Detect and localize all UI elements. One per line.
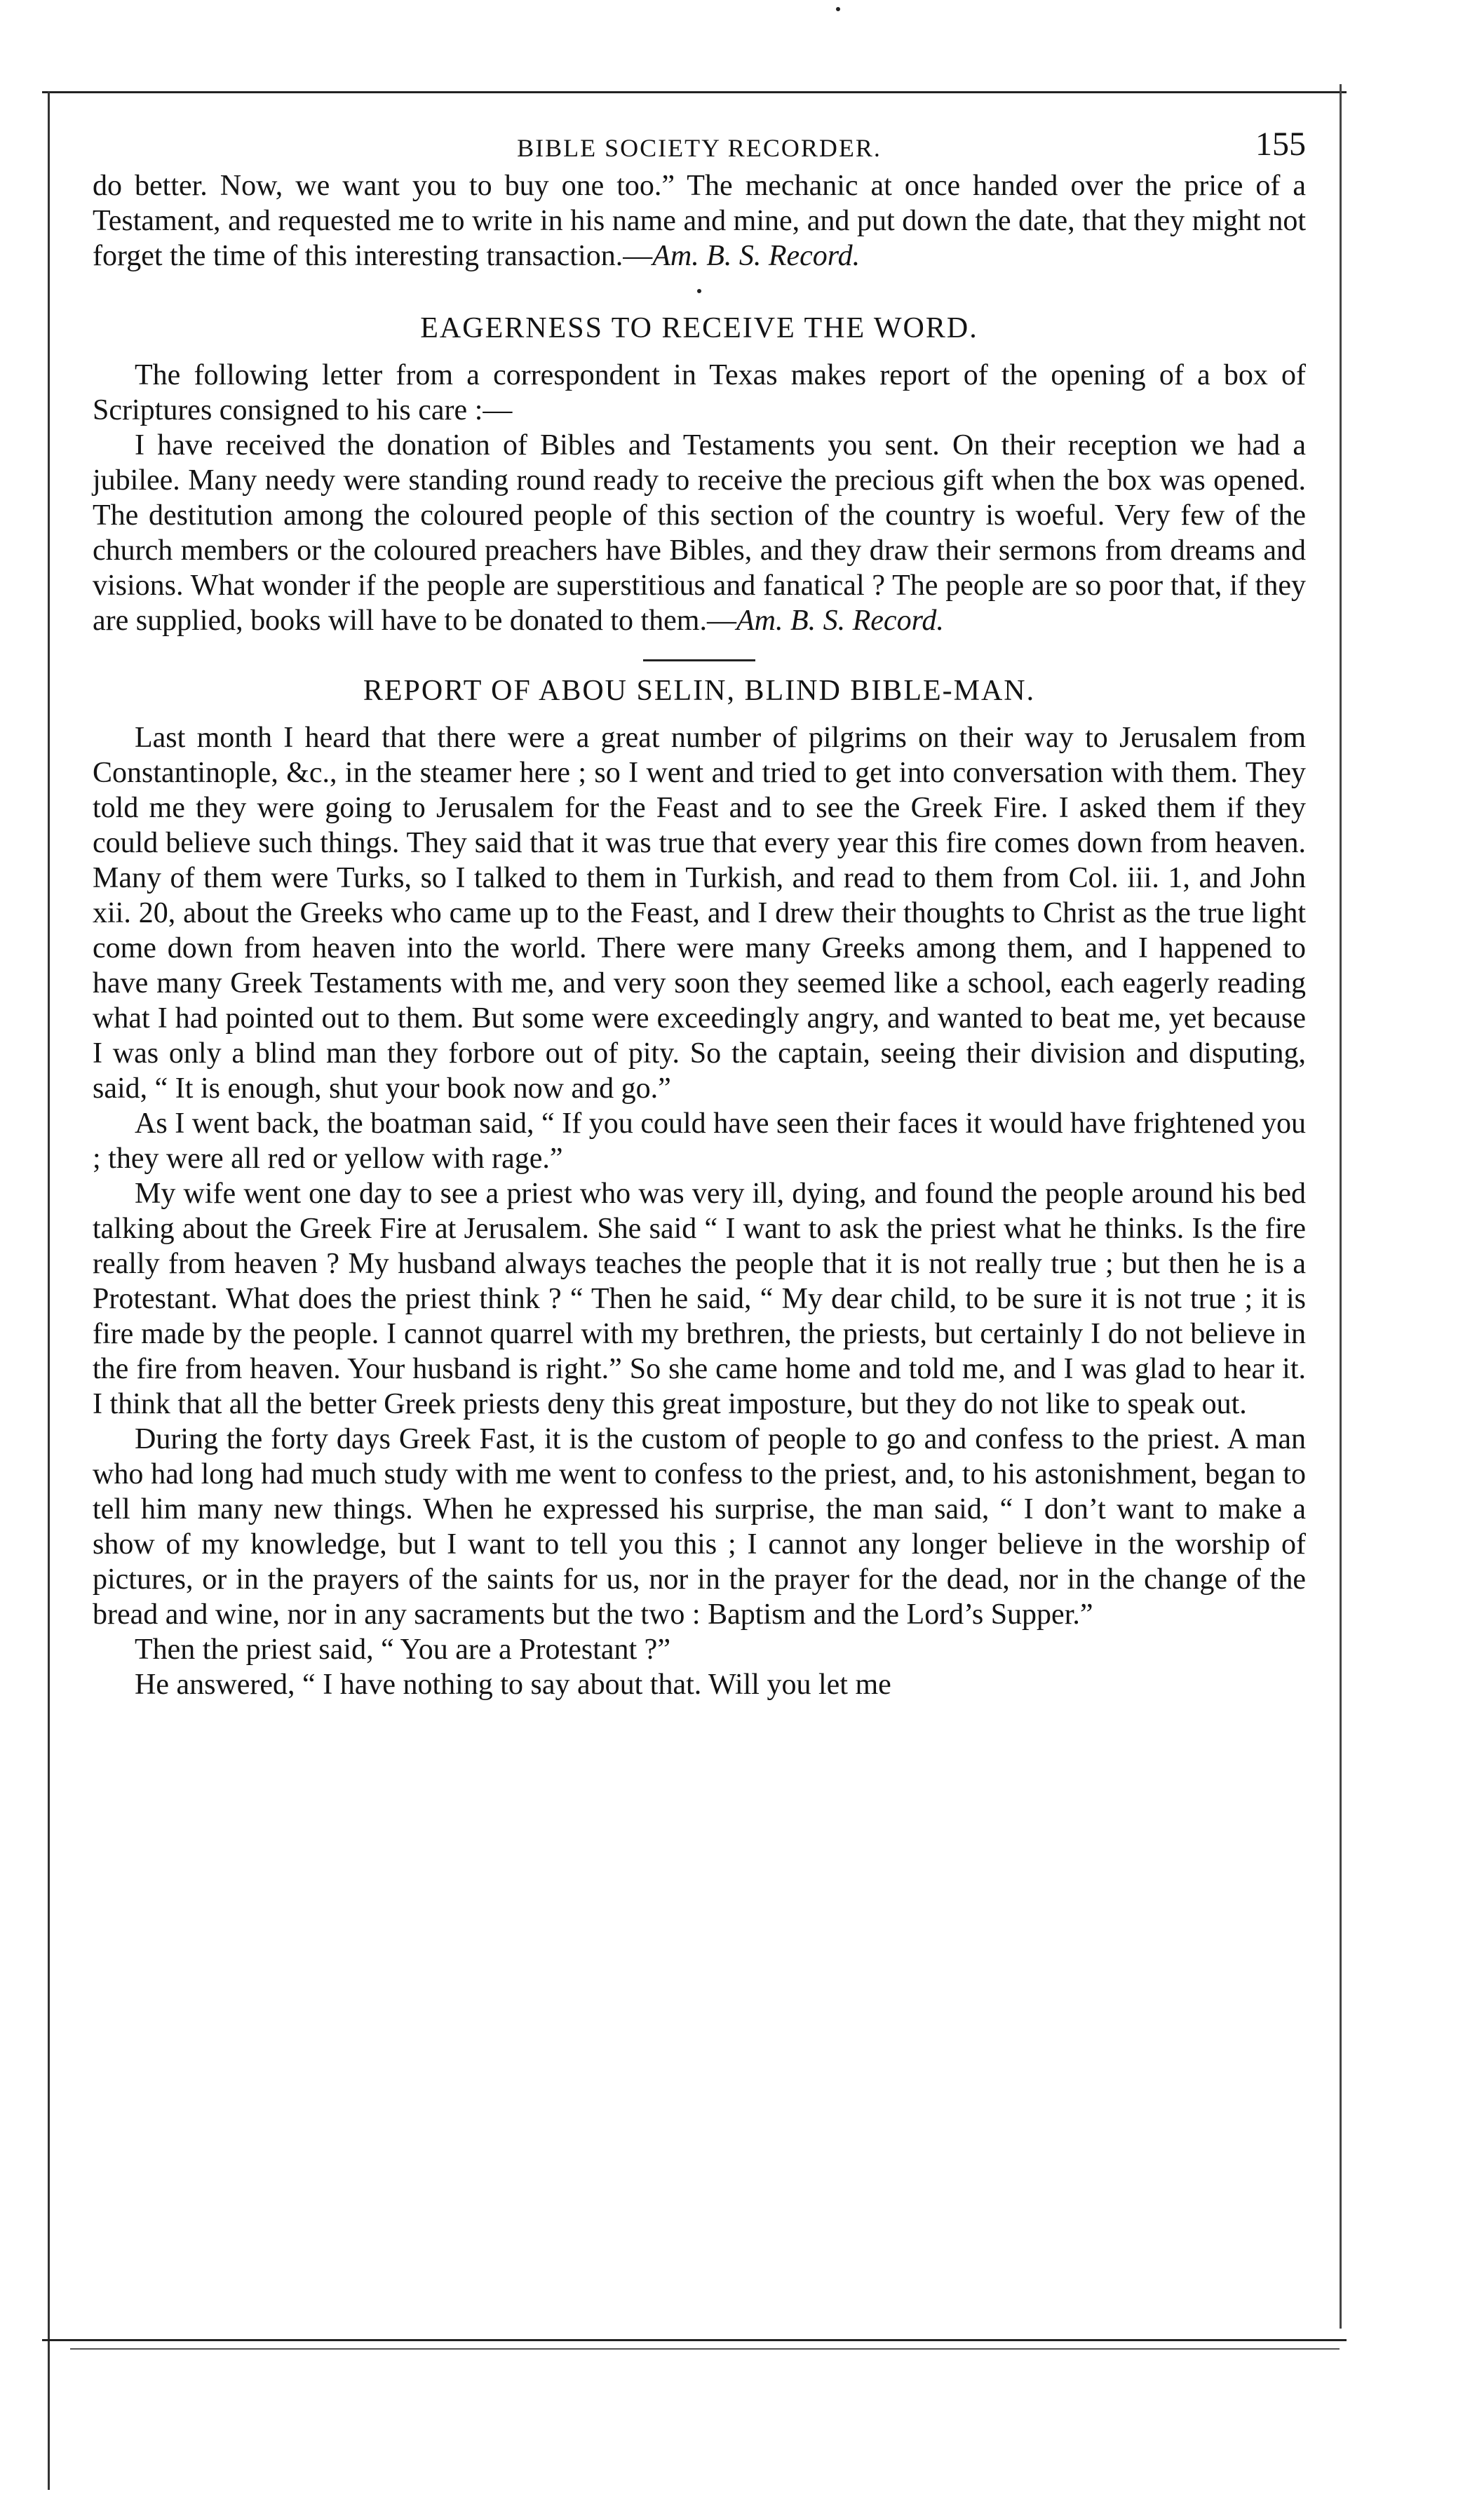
article-eagerness-letter-text: I have received the donation of Bibles and Testaments you sent. On their reception we had a jubilee. Many needy were standing round ready to receive the precious gift when the box was opened. The destitution among the coloured people of this section of the country is woeful. Very few of the church members or the coloured preachers have Bibles, and they draw their sermons from dreams and visions. What wonder if the people are superstitious and fanatical ? The people are so poor that, if they are supplied, books will have to be donated to them.— bbox=[93, 429, 1306, 637]
running-title: BIBLE SOCIETY RECORDER. bbox=[517, 134, 882, 162]
article-eagerness-paragraph bbox=[93, 358, 1306, 428]
article-eagerness-letter-source: Am. B. S. Record. bbox=[736, 605, 944, 637]
article-abou-selin-paragraph: During the forty days Greek Fast, it is the custom of people to go and confess to the priest. A man who had long had much study with me went to confess to the priest, and, to his astonishment, began to tell him many new things. When he expressed his surprise, the man said, “ I don’t want to make a show of my knowledge, but I want to tell you this ; I cannot any longer believe in the worship of pictures, or in the prayers of the saints for us, nor in the prayer for the dead, nor in the change of the bread and wine, nor in any sacraments but the two : Baptism and the Lord’s Supper.” bbox=[93, 1423, 1306, 1631]
section-dot-separator bbox=[697, 289, 701, 293]
page-content bbox=[93, 125, 1306, 1702]
heading-spacer bbox=[93, 708, 1306, 720]
ink-speck bbox=[836, 7, 840, 11]
article-eagerness-paragraph-text: The following letter from a correspondent in Texas makes report of the opening of a box of Scriptures consigned to his care :— bbox=[93, 359, 1306, 426]
page-header bbox=[93, 125, 1306, 168]
bottom-rule bbox=[42, 2339, 1347, 2341]
bottom-rule-secondary bbox=[70, 2348, 1340, 2350]
article-eagerness-letter bbox=[93, 428, 1306, 638]
section-rule-separator bbox=[643, 659, 755, 661]
article-abou-selin-paragraph: My wife went one day to see a priest who was very ill, dying, and found the people around his bed talking about the Greek Fire at Jerusalem. She said “ I want to ask the priest what he thinks. Is the fire really from heaven ? My husband always teaches the people that it is not really true ; but then he is a Protestant. What does the priest think ? “ Then he said, “ My dear child, to be sure it is not true ; it is fire made by the people. I cannot quarrel with my brethren, the priests, but certainly I do not believe in the fire from heaven. Your husband is right.” So she came home and told me, and I was glad to hear it. I think that all the better Greek priests deny this great imposture, but they do not like to speak out. bbox=[93, 1178, 1306, 1420]
intro-paragraph bbox=[93, 168, 1306, 274]
page-number: 155 bbox=[1255, 126, 1306, 163]
article-abou-selin-paragraph: Last month I heard that there were a great number of pilgrims on their way to Jerusalem from Constantinople, &c., in the steamer here ; so I went and tried to get into conversation with them. They told me they were going to Jerusalem for the Feast and to see the Greek Fire. I asked them if they could believe such things. They said that it was true that every year this fire comes down from heaven. Many of them were Turks, so I talked to them in Turkish, and read to them from Col. iii. 1, and John xii. 20, about the Greeks who came up to the Feast, and I drew their thoughts to Christ as the true light come down from heaven into the world. There were many Greeks among them, and I happened to have many Greek Testaments with me, and very soon they seemed like a school, each eagerly reading what I had pointed out to them. But some were exceedingly angry, and wanted to beat me, yet because I was only a blind man they forbore out of pity. So the captain, seeing their division and disputing, said, “ It is enough, shut your book now and go.” bbox=[93, 722, 1306, 1105]
left-margin-rule bbox=[48, 91, 50, 2490]
intro-paragraph-source: Am. B. S. Record. bbox=[652, 240, 861, 272]
intro-paragraph-text: do better. Now, we want you to buy one too.” The mechanic at once handed over the price of a Testament, and requested me to write in his name and mine, and put down the date, that they might not forget the time of this interesting transaction.— bbox=[93, 170, 1306, 272]
top-rule bbox=[42, 91, 1347, 93]
article-eagerness-heading: EAGERNESS TO RECEIVE THE WORD. bbox=[420, 312, 978, 344]
right-margin-rule bbox=[1340, 84, 1342, 2329]
heading-spacer bbox=[93, 345, 1306, 358]
article-abou-selin-paragraph: As I went back, the boatman said, “ If you could have seen their faces it would have frightened you ; they were all red or yellow with rage.” bbox=[93, 1107, 1306, 1175]
article-abou-selin-heading: REPORT OF ABOU SELIN, BLIND BIBLE-MAN. bbox=[363, 675, 1036, 707]
article-abou-selin-paragraph: He answered, “ I have nothing to say about that. Will you let me bbox=[135, 1669, 891, 1701]
article-abou-selin-paragraph: Then the priest said, “ You are a Protestant ?” bbox=[135, 1634, 670, 1666]
